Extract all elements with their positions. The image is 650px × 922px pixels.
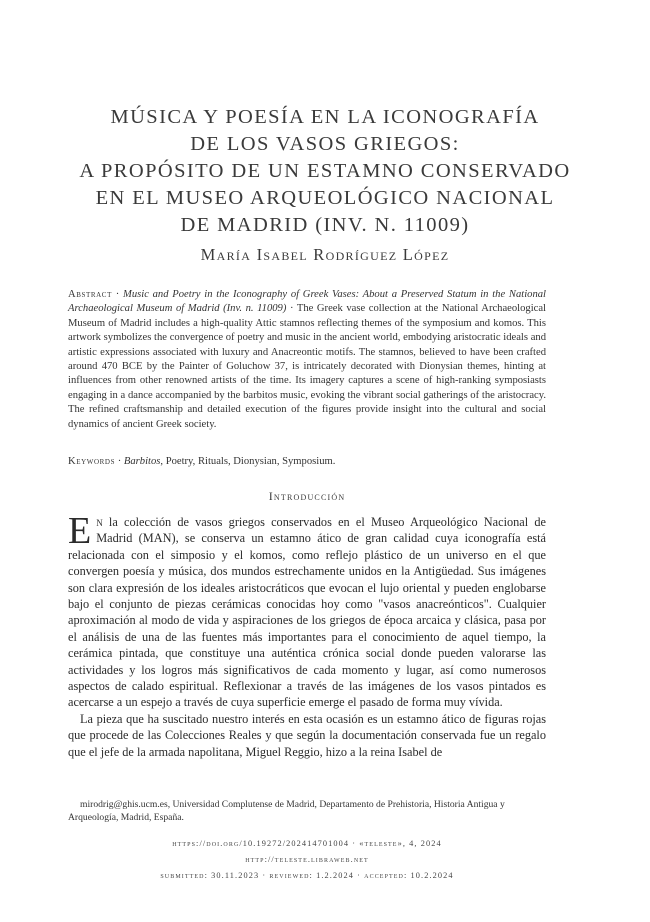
title-line: DE MADRID (INV. N. 11009) [180,214,470,236]
keywords [68,455,546,469]
paragraph: La pieza que ha suscitado nuestro interés en esta ocasión es un estamno ático de figuras rojas que procede de las Colecciones Reales y que según la documentación conservada fue un regalo que el jefe de la armada napolitana, Miguel Reggio, hizo a la reina Isabel de [68,711,546,759]
title-line: MÚSICA Y POESÍA EN LA ICONOGRAFÍA [110,106,540,128]
abstract [68,288,546,432]
title-line: A PROPÓSITO DE UN ESTAMNO CONSERVADO [79,160,571,182]
section-heading: Introducción [268,489,346,503]
author-affiliation-footnote: mirodrig@ghis.ucm.es, Universidad Complutense de Madrid, Departamento de Prehistoria, Historia Antigua y Arqueología, Madrid, España. [68,799,505,823]
abstract-text: The Greek vase collection at the National Archaeological Museum of Madrid includes a high-quality Attic stamnos reflecting themes of the symposium and komos. This artwork symbolizes the convergence of poetry and music in the ancient world, embodying aristocratic ideals and artistic expressions associated with luxury and Anacreontic motifs. The stamnos, believed to have been crafted around 470 BCE by the Painter of Goluchow 37, is intricately decorated with Dionysian themes, hinting at influences from other renowned artists of the time. Its imagery captures a scene of high-ranking symposiasts engaging in a dance accompanied by the barbitos music, evoking the vibrant social gatherings of the aristocracy. The refined craftsmanship and detailed execution of the figures provide insight into the cultural and social dynamics of ancient Greek society. [68,303,547,430]
keywords-label: Keywords [68,456,116,467]
separator: · [111,289,123,300]
title-line: EN EL MUSEO ARQUEOLÓGICO NACIONAL [95,187,555,209]
abstract-english-title: Music and Poetry in the Iconography of Greek Vases: About a Preserved Statum in the National Archaeological Museum of Madrid (Inv. n. 11009) [68,289,546,315]
drop-cap: E [68,510,92,552]
article-title [40,104,610,239]
keyword-italic: Barbitos [123,456,161,467]
body-text [68,510,546,760]
author-name: María Isabel Rodríguez López [200,245,450,264]
keywords-list: , Poetry, Rituals, Dionysian, Symposium. [160,456,336,467]
paragraph [68,510,546,711]
abstract-label: Abstract [68,289,112,300]
paragraph-text: la colección de vasos griegos conservados en el Museo Arqueológico Nacional de Madrid (MAN), se conserva un estamno ático de gran calidad cuya iconografía está relacionada con el simposio y el komos, como reflejo plástico de un universo en el que convergen poesía y música, dos mundos estrechamente unidos en la Antigüedad. Sus imágenes son clara expresión de los ideales aristocráticos que evocan el lujo oriental y pueden englobarse bajo el conjunto de piezas cerámicas conocidas hoy como "vasos anacreónticos". Cualquier aproximación al modo de vida y aspiraciones de los griegos de época arcaica y clásica, pasa por el análisis de una de las fuentes más importantes para el conocimiento de aquel tiempo, la cerámica pintada, que constituye una auténtica crónica social donde pueden valorarse las actividades y los logros más significativos de cada momento y lugar, así como numerosos aspectos de calado espiritual. Reflexionar a través de las imágenes de los vasos pintados es acercarse a un espejo a través de cuya superficie emerge el pasado de forma muy vívida. [68,515,546,710]
lead-in: n [96,515,103,529]
separator: · [115,456,124,467]
title-line: DE LOS VASOS GRIEGOS: [190,133,460,155]
separator: · [286,303,297,315]
submission-dates: submitted: 30.11.2023 · reviewed: 1.2.2024 · accepted: 10.2.2024 [160,871,454,880]
doi-line: https://doi.org/10.19272/202414701004 · «teleste», 4, 2024 [172,839,442,848]
journal-url: http://teleste.libraweb.net [245,855,369,864]
